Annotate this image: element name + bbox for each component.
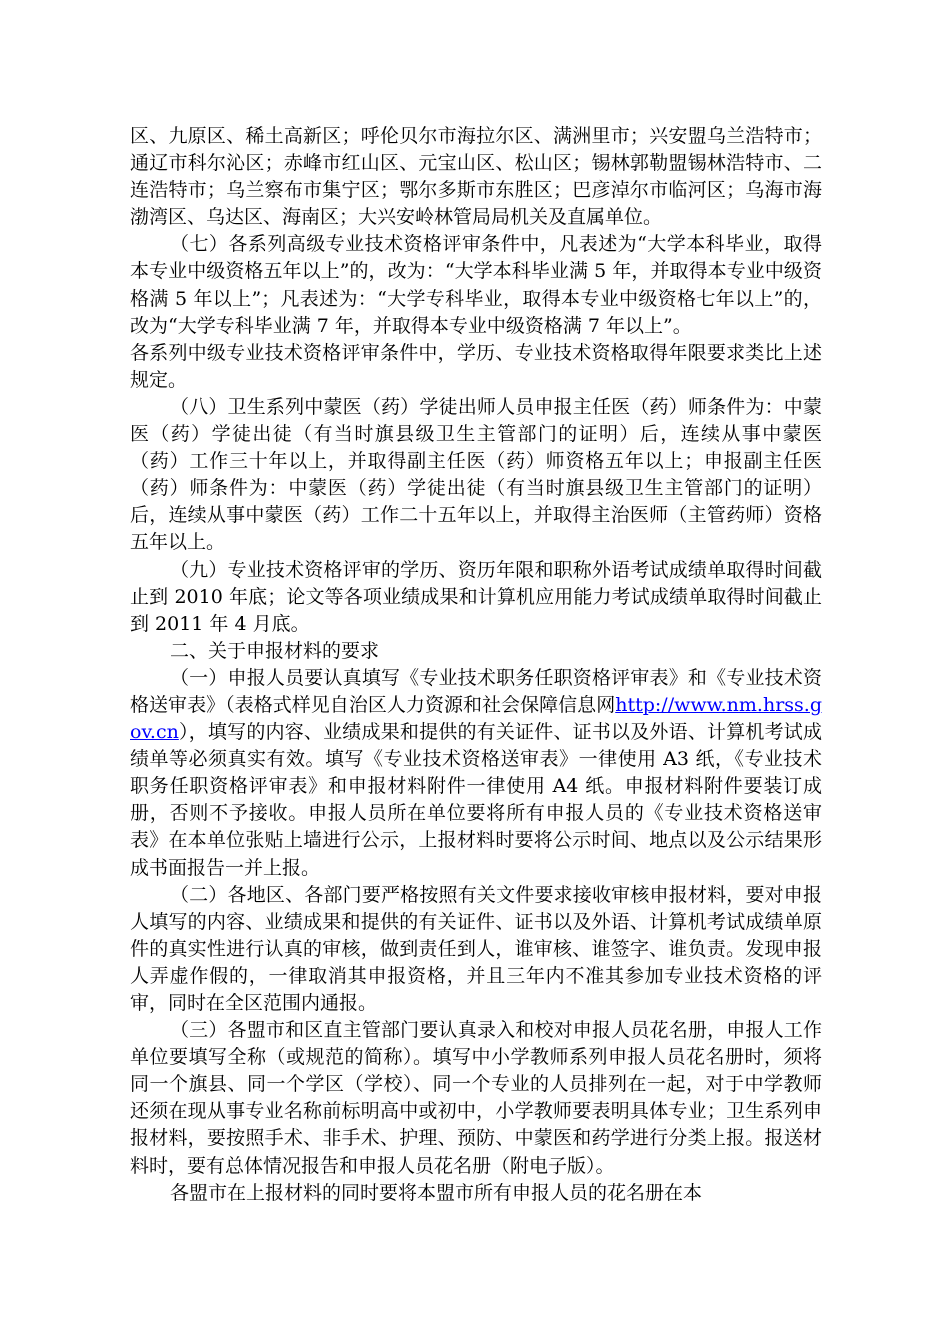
paragraph-item-7-continuation: 各系列中级专业技术资格评审条件中，学历、专业技术资格取得年限要求类比上述规定。 [130,341,822,391]
paragraph-requirement-3-continuation: 各盟市在上报材料的同时要将本盟市所有申报人员的花名册在本 [170,1181,703,1204]
requirement-1-text-after-link: ），填写的内容、业绩成果和提供的有关证件、证书以及外语、计算机考试成绩单等必须真实有效。填写《专业技术资格送审表》一律使用 A3 纸，《专业技术职务任职资格评审表》和申报材料附件一律使用 A4 纸。申报材料附件要装订成册，否则不予接收。申报人员所在单位要将所有申报人员的《专业技术资格送审表》在本单位张贴上墙进行公示，上报材料时要将公示时间、地点以及公示结果形成书面报告一并上报。 [130,721,822,879]
paragraph-item-8: （八）卫生系列中蒙医（药）学徒出师人员申报主任医（药）师条件为：中蒙医（药）学徒出徒（有当时旗县级卫生主管部门的证明）后，连续从事中蒙医（药）工作三十年以上，并取得副主任医（药）师资格五年以上；申报副主任医（药）师条件为：中蒙医（药）学徒出徒（有当时旗县级卫生主管部门的证明）后，连续从事中蒙医（药）工作二十五年以上，并取得主治医师（主管药师）资格五年以上。 [130,395,822,554]
paragraph-requirement-1 [130,665,822,882]
section-heading-materials: 二、关于申报材料的要求 [170,639,380,662]
requirement-1-text-before-link: （一）申报人员要认真填写《专业技术职务任职资格评审表》和《专业技术资格送审表》（表格式样见自治区人力资源和社会保障信息网 [130,666,822,716]
document-page [130,123,822,1207]
paragraph-districts: 区、九原区、稀土高新区；呼伦贝尔市海拉尔区、满洲里市；兴安盟乌兰浩特市；通辽市科尔沁区；赤峰市红山区、元宝山区、松山区；锡林郭勒盟锡林浩特市、二连浩特市；乌兰察布市集宁区；鄂尔多斯市东胜区；巴彦淖尔市临河区；乌海市海渤湾区、乌达区、海南区；大兴安岭林管局局机关及直属单位。 [130,125,822,229]
paragraph-requirement-3: （三）各盟市和区直主管部门要认真录入和校对申报人员花名册，申报人工作单位要填写全称（或规范的简称）。填写中小学教师系列申报人员花名册时，须将同一个旗县、同一个学区（学校）、同一个专业的人员排列在一起，对于中学教师还须在现从事专业名称前标明高中或初中，小学教师要表明具体专业；卫生系列申报材料，要按照手术、非手术、护理、预防、中蒙医和药学进行分类上报。报送材料时，要有总体情况报告和申报人员花名册（附电子版）。 [130,1019,822,1177]
paragraph-item-7: （七）各系列高级专业技术资格评审条件中，凡表述为“大学本科毕业，取得本专业中级资格五年以上”的，改为：“大学本科毕业满 5 年，并取得本专业中级资格满 5 年以上”；凡表述为：“大学专科毕业，取得本专业中级资格七年以上”的，改为“大学专科毕业满 7 年，并取得本专业中级资格满 7 年以上”。 [130,233,822,337]
paragraph-item-9: （九）专业技术资格评审的学历、资历年限和职称外语考试成绩单取得时间截止到 2010 年底；论文等各项业绩成果和计算机应用能力考试成绩单取得时间截止到 2011 年 4 月底。 [130,558,822,635]
paragraph-requirement-2: （二）各地区、各部门要严格按照有关文件要求接收审核申报材料，要对申报人填写的内容、业绩成果和提供的有关证件、证书以及外语、计算机考试成绩单原件的真实性进行认真的审核，做到责任到人，谁审核、谁签字、谁负责。发现申报人弄虚作假的，一律取消其申报资格，并且三年内不准其参加专业技术资格的评审，同时在全区范围内通报。 [130,883,822,1014]
hrss-website-link[interactable]: http://www.nm.hrss.gov.cn [130,693,822,744]
